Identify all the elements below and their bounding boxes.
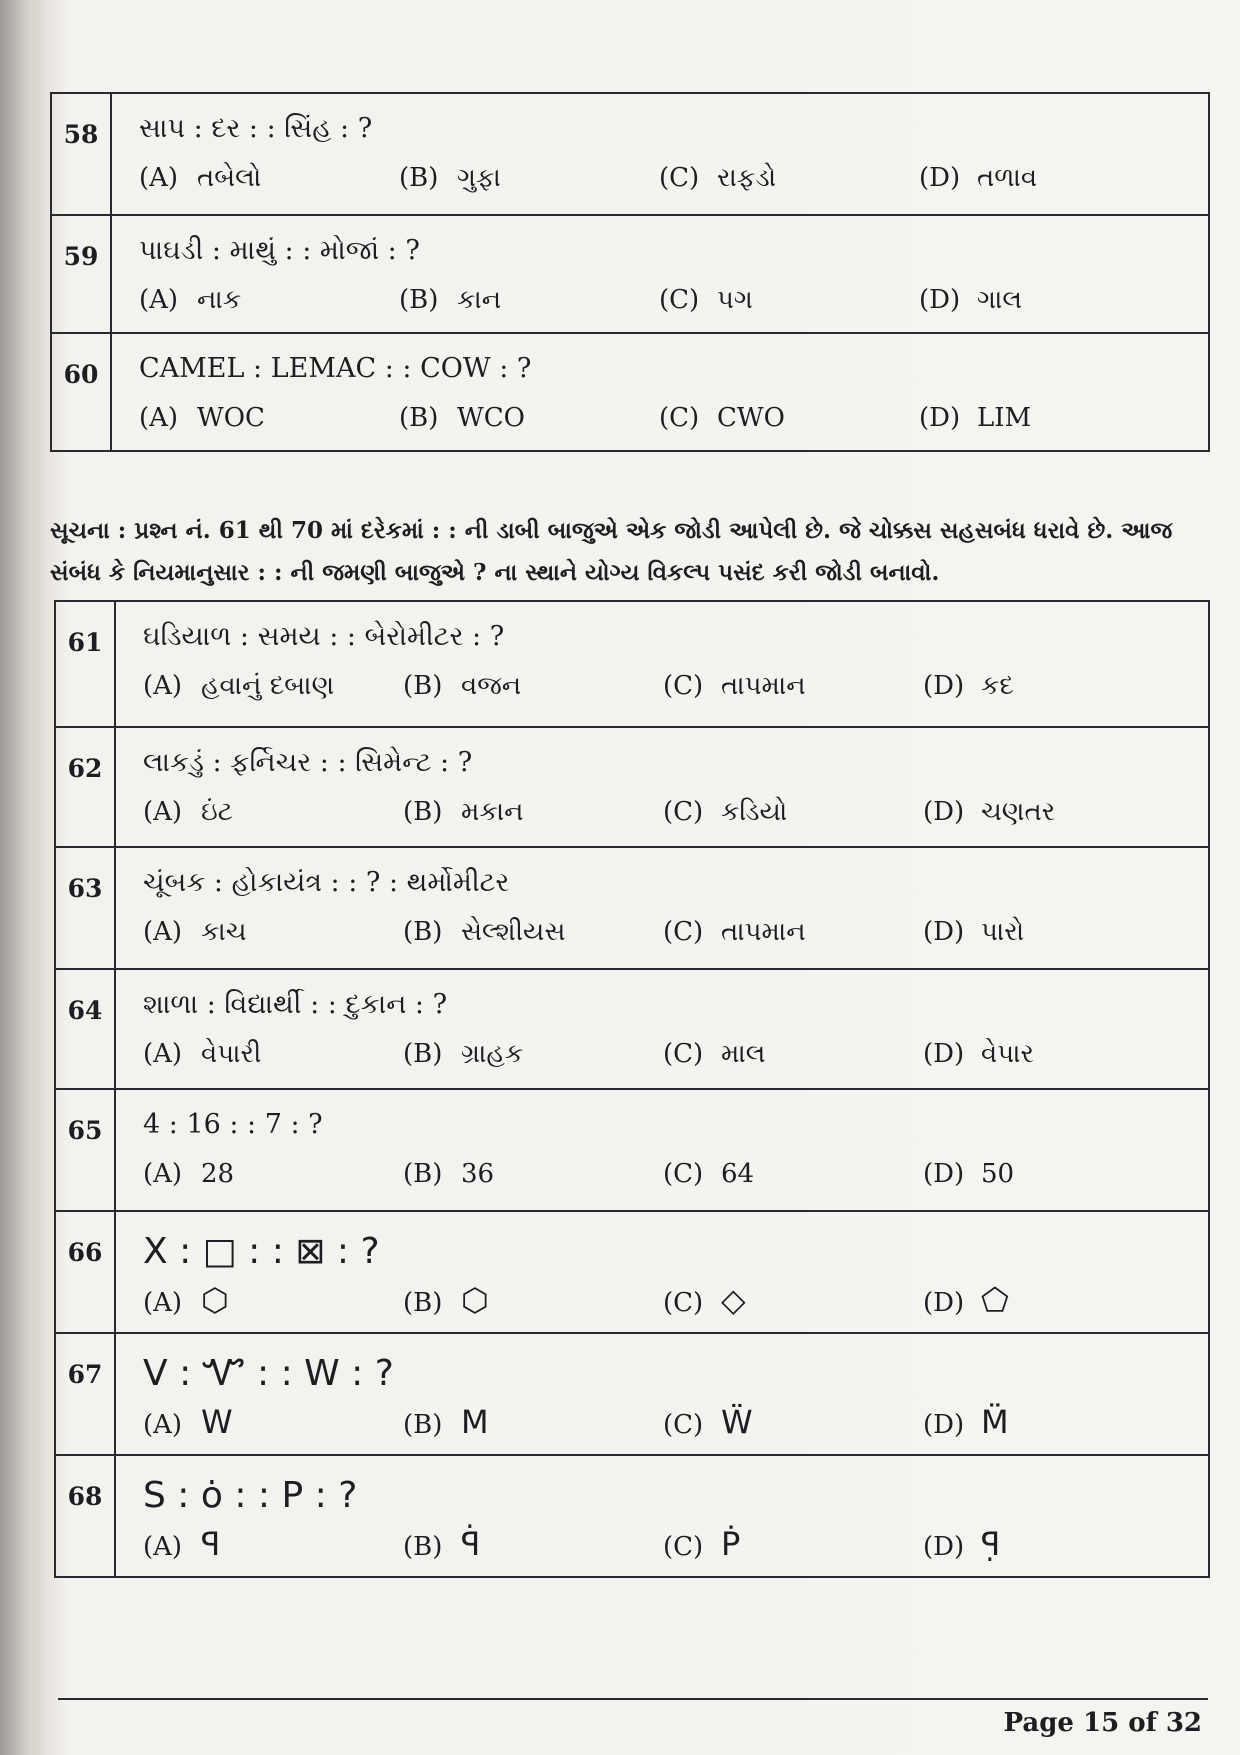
option-text: ગ્રાહક: [461, 1039, 524, 1069]
option-label: (D): [919, 403, 961, 433]
option-label: (A): [143, 1159, 183, 1189]
option-label: (A): [143, 1288, 183, 1318]
option-a: [139, 403, 399, 433]
option-a: [143, 1403, 403, 1441]
option-label: (A): [143, 1532, 183, 1562]
option-label: (D): [923, 1039, 965, 1069]
option-label: (C): [663, 1532, 704, 1562]
option-text: ગાલ: [977, 285, 1023, 315]
option-b: [403, 1281, 663, 1319]
question-cell: [111, 215, 1209, 333]
option-label: (A): [143, 917, 183, 947]
option-label: (D): [923, 1410, 965, 1440]
question-cell: [115, 1089, 1209, 1211]
option-label: (B): [403, 1159, 443, 1189]
option-a: [143, 917, 403, 948]
question-row: [55, 1455, 1209, 1577]
option-label: (A): [143, 1039, 183, 1069]
option-text: વેપારી: [201, 1039, 262, 1069]
option-b: [403, 797, 663, 828]
option-label: (D): [923, 1288, 965, 1318]
option-label: (A): [139, 163, 179, 193]
option-label: (B): [403, 1039, 443, 1069]
question-cell: [111, 333, 1209, 451]
option-text: W: [201, 1403, 233, 1441]
option-label: (B): [403, 1532, 443, 1562]
option-b: [403, 1159, 663, 1189]
option-text: વેપાર: [981, 1039, 1034, 1069]
option-label: (B): [403, 917, 443, 947]
option-a: [143, 1039, 403, 1070]
option-text: WOC: [197, 403, 265, 433]
option-c: [663, 797, 923, 828]
option-label: (A): [139, 403, 179, 433]
option-label: (D): [923, 1532, 965, 1562]
option-text: ⬡: [461, 1281, 489, 1319]
option-text: તબેલો: [197, 163, 262, 193]
option-text: ચણતર: [981, 797, 1056, 827]
question-cell: [115, 727, 1209, 847]
question-number: 67: [55, 1333, 115, 1455]
option-b: [403, 1403, 663, 1441]
question-cell: [111, 93, 1209, 215]
question-text: લાકડું : ફર્નિચર : : સિમેન્ટ : ?: [143, 747, 473, 778]
option-a: [143, 1159, 403, 1189]
question-number: 68: [55, 1455, 115, 1577]
option-text: M: [461, 1403, 489, 1441]
option-d: [923, 1403, 1183, 1441]
option-text: પારો: [981, 917, 1025, 947]
question-cell: [115, 1211, 1209, 1333]
option-text: M̈: [981, 1403, 1009, 1441]
question-row: [55, 1089, 1209, 1211]
question-number: 66: [55, 1211, 115, 1333]
question-number: 62: [55, 727, 115, 847]
option-d: [919, 403, 1179, 433]
option-label: (B): [399, 285, 439, 315]
option-d: [919, 163, 1179, 194]
option-text: કડિયો: [721, 797, 788, 827]
option-text: WCO: [457, 403, 525, 433]
option-text: ꟼ̣: [981, 1525, 1001, 1563]
option-text: ◇: [721, 1281, 746, 1319]
question-cell: [115, 969, 1209, 1089]
question-number: 61: [55, 601, 115, 727]
option-text: કાન: [457, 285, 502, 315]
option-label: (C): [663, 1159, 704, 1189]
question-number: 59: [51, 215, 111, 333]
question-text: CAMEL : LEMAC : : COW : ?: [139, 353, 532, 384]
question-number: 65: [55, 1089, 115, 1211]
question-number: 63: [55, 847, 115, 969]
options-row: [117, 1399, 1207, 1441]
option-label: (C): [663, 1288, 704, 1318]
option-label: (C): [659, 285, 700, 315]
option-label: (A): [143, 1410, 183, 1440]
option-text: 64: [721, 1159, 755, 1189]
option-text: ꟼ̇: [461, 1525, 481, 1563]
question-number: 58: [51, 93, 111, 215]
question-text: X : □ : : ⊠ : ?: [143, 1231, 380, 1272]
option-text: મકાન: [461, 797, 524, 827]
option-a: [139, 285, 399, 316]
option-c: [663, 1281, 923, 1319]
option-b: [403, 1525, 663, 1563]
option-b: [399, 403, 659, 433]
question-row: [51, 333, 1209, 451]
option-label: (B): [399, 163, 439, 193]
question-row: [55, 601, 1209, 727]
option-label: (C): [663, 1039, 704, 1069]
question-row: [51, 215, 1209, 333]
question-text: પાઘડી : માથું : : મોજાં : ?: [139, 235, 420, 266]
option-text: LIM: [977, 403, 1032, 433]
option-text: રાફડો: [717, 163, 777, 193]
book-spine-shadow: [0, 0, 46, 1755]
option-b: [403, 1039, 663, 1070]
option-label: (A): [143, 671, 183, 701]
options-row: [117, 1155, 1207, 1189]
question-cell: [115, 1333, 1209, 1455]
option-b: [399, 285, 659, 316]
option-text: 28: [201, 1159, 235, 1189]
option-text: વજન: [461, 671, 522, 701]
option-text: કદ: [981, 671, 1014, 701]
option-text: પગ: [717, 285, 753, 315]
option-label: (B): [399, 403, 439, 433]
option-d: [923, 1039, 1183, 1070]
option-label: (B): [403, 671, 443, 701]
option-label: (D): [919, 163, 961, 193]
question-cell: [115, 1455, 1209, 1577]
bottom-rule: [58, 1698, 1208, 1700]
option-text: Ṗ: [721, 1525, 741, 1563]
option-text: ⬠: [981, 1281, 1009, 1319]
option-b: [403, 671, 663, 702]
options-row: [117, 1035, 1207, 1070]
options-row: [113, 281, 1207, 316]
option-label: (A): [139, 285, 179, 315]
question-row: [55, 1211, 1209, 1333]
option-text: 36: [461, 1159, 495, 1189]
question-cell: [115, 601, 1209, 727]
question-table-top: [50, 92, 1210, 452]
question-cell: [115, 847, 1209, 969]
options-row: [117, 1521, 1207, 1563]
option-label: (B): [403, 797, 443, 827]
question-text: ઘડિયાળ : સમય : : બેરોમીટર : ?: [143, 621, 505, 652]
option-d: [923, 917, 1183, 948]
option-text: નાક: [197, 285, 242, 315]
option-text: સેલ્શીયસ: [461, 917, 566, 947]
option-text: તાપમાન: [721, 917, 806, 947]
question-text: શાળા : વિદ્યાર્થી : : દુકાન : ?: [143, 989, 448, 1020]
option-label: (C): [663, 671, 704, 701]
option-a: [139, 163, 399, 194]
option-text: CWO: [717, 403, 785, 433]
option-a: [143, 671, 403, 702]
option-label: (D): [919, 285, 961, 315]
question-text: સાપ : દર : : સિંહ : ?: [139, 113, 373, 144]
page-number: Page 15 of 32: [1003, 1708, 1202, 1738]
option-label: (C): [659, 163, 700, 193]
option-text: 50: [981, 1159, 1015, 1189]
option-d: [923, 1281, 1183, 1319]
option-d: [923, 1159, 1183, 1189]
question-number: 60: [51, 333, 111, 451]
option-label: (C): [663, 797, 704, 827]
options-row: [117, 1277, 1207, 1319]
option-text: માલ: [721, 1039, 766, 1069]
option-d: [923, 797, 1183, 828]
option-label: (C): [659, 403, 700, 433]
option-label: (D): [923, 917, 965, 947]
option-c: [663, 1039, 923, 1070]
options-row: [113, 159, 1207, 194]
option-c: [659, 285, 919, 316]
option-text: ઇંટ: [201, 797, 233, 827]
option-b: [399, 163, 659, 194]
options-row: [113, 399, 1207, 433]
option-d: [919, 285, 1179, 316]
option-c: [659, 163, 919, 194]
instruction-notice: સૂચના : પ્રશ્ન નં. 61 થી 70 માં દરેકમાં : : ની ડાબી બાજુએ એક જોડી આપેલી છે. જે ચોક્કસ સહસબંધ ધરાવે છે. આજ સંબંધ કે નિયમાનુસાર : : ની જમણી બાજુએ ? ના સ્થાને યોગ્ય વિકલ્પ પસંદ કરી જોડી બનાવો.: [50, 517, 1173, 586]
question-row: [55, 727, 1209, 847]
option-c: [663, 1525, 923, 1563]
option-label: (D): [923, 1159, 965, 1189]
option-label: (D): [923, 671, 965, 701]
question-row: [51, 93, 1209, 215]
option-d: [923, 671, 1183, 702]
option-text: કાચ: [201, 917, 247, 947]
question-row: [55, 1333, 1209, 1455]
option-label: (D): [923, 797, 965, 827]
option-label: (A): [143, 797, 183, 827]
option-text: તાપમાન: [721, 671, 806, 701]
option-text: હવાનું દબાણ: [201, 671, 335, 701]
option-d: [923, 1525, 1183, 1563]
option-text: ꟼ: [201, 1525, 221, 1563]
option-text: ગુફા: [457, 163, 501, 193]
question-row: [55, 847, 1209, 969]
option-a: [143, 797, 403, 828]
option-c: [663, 1159, 923, 1189]
options-row: [117, 913, 1207, 948]
option-c: [663, 671, 923, 702]
question-text: V : Ꮙ : : W : ?: [143, 1353, 394, 1394]
question-text: ચૂંબક : હોકાયંત્ર : : ? : થર્મોમીટર: [143, 867, 510, 898]
option-c: [663, 917, 923, 948]
options-row: [117, 793, 1207, 828]
option-label: (B): [403, 1410, 443, 1440]
option-a: [143, 1281, 403, 1319]
option-c: [663, 1403, 923, 1441]
options-row: [117, 667, 1207, 702]
question-table-bottom: [54, 600, 1210, 1578]
option-c: [659, 403, 919, 433]
option-b: [403, 917, 663, 948]
option-label: (B): [403, 1288, 443, 1318]
question-row: [55, 969, 1209, 1089]
option-text: Ẅ: [721, 1403, 753, 1441]
option-label: (C): [663, 1410, 704, 1440]
option-a: [143, 1525, 403, 1563]
option-text: ⬡: [201, 1281, 229, 1319]
question-text: S : ȯ : : P : ?: [143, 1475, 358, 1516]
question-number: 64: [55, 969, 115, 1089]
question-text: 4 : 16 : : 7 : ?: [143, 1109, 323, 1140]
option-label: (C): [663, 917, 704, 947]
option-text: તળાવ: [977, 163, 1038, 193]
